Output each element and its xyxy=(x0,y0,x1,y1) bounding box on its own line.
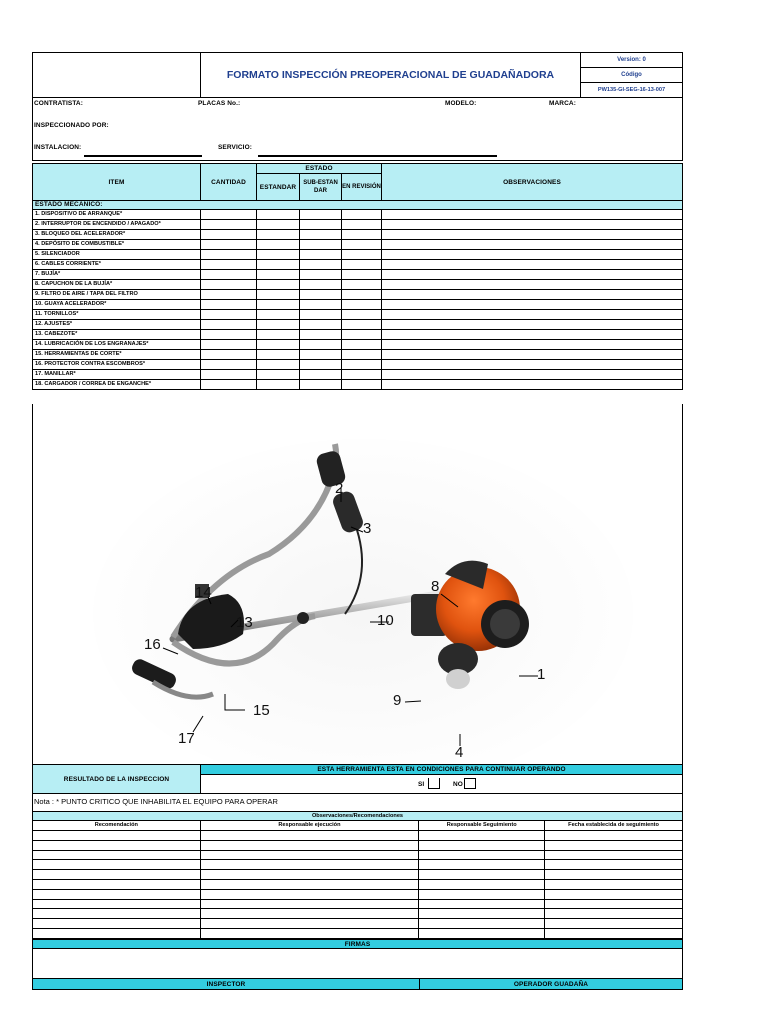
sub-estandar-cell[interactable] xyxy=(299,380,341,390)
obs-cell[interactable] xyxy=(545,840,683,850)
codigo-label: Código xyxy=(580,67,683,83)
estandar-cell[interactable] xyxy=(256,280,299,290)
checklist-row xyxy=(33,290,683,300)
cantidad-cell[interactable] xyxy=(200,370,256,380)
obs-cell[interactable] xyxy=(545,850,683,860)
cantidad-cell[interactable] xyxy=(200,280,256,290)
item-name: 2. INTERRUPTOR DE ENCENDIDO / APAGADO* xyxy=(33,220,201,230)
cantidad-cell[interactable] xyxy=(200,360,256,370)
obs-cell[interactable] xyxy=(33,870,201,880)
obs-cell[interactable] xyxy=(200,889,419,899)
sub-estandar-cell[interactable] xyxy=(299,310,341,320)
sub-estandar-cell[interactable] xyxy=(299,250,341,260)
result-banner: ESTA HERRAMIENTA ESTA EN CONDICIONES PARA CONTINUAR OPERANDO xyxy=(200,764,683,775)
obs-row xyxy=(33,909,683,919)
diagram-label-15: 15 xyxy=(253,702,270,719)
cantidad-cell[interactable] xyxy=(200,220,256,230)
revision-cell[interactable] xyxy=(341,310,381,320)
estandar-cell[interactable] xyxy=(256,310,299,320)
estandar-cell[interactable] xyxy=(256,300,299,310)
cantidad-cell[interactable] xyxy=(200,250,256,260)
sub-estandar-cell[interactable] xyxy=(299,300,341,310)
revision-cell[interactable] xyxy=(341,360,381,370)
item-name: 10. GUAYA ACELERADOR* xyxy=(33,300,201,310)
checklist-row xyxy=(33,210,683,220)
checklist-row xyxy=(33,310,683,320)
obs-row xyxy=(33,870,683,880)
col-observaciones: OBSERVACIONES xyxy=(381,163,683,201)
observaciones-cell[interactable] xyxy=(381,240,682,250)
sub-estandar-cell[interactable] xyxy=(299,330,341,340)
obs-cell[interactable] xyxy=(33,831,201,841)
diagram-label-10: 10 xyxy=(377,612,394,629)
diagram-label-2: 2 xyxy=(335,480,344,497)
estandar-cell[interactable] xyxy=(256,320,299,330)
cantidad-cell[interactable] xyxy=(200,300,256,310)
estandar-cell[interactable] xyxy=(256,360,299,370)
obs-cell[interactable] xyxy=(545,860,683,870)
obs-cell[interactable] xyxy=(545,870,683,880)
servicio-label: SERVICIO: xyxy=(218,144,253,151)
obs-cell[interactable] xyxy=(33,850,201,860)
obs-cell[interactable] xyxy=(419,879,545,889)
modelo-label: MODELO: xyxy=(445,100,477,107)
item-name: 15. HERRAMIENTAS DE CORTE* xyxy=(33,350,201,360)
revision-cell[interactable] xyxy=(341,300,381,310)
cantidad-cell[interactable] xyxy=(200,230,256,240)
obs-cell[interactable] xyxy=(200,879,419,889)
observaciones-cell[interactable] xyxy=(381,310,682,320)
estandar-cell[interactable] xyxy=(256,230,299,240)
diagram-label-13: 13 xyxy=(236,614,253,631)
sub-estandar-cell[interactable] xyxy=(299,320,341,330)
diagram-label-4: 4 xyxy=(455,744,464,761)
placas-label: PLACAS No.: xyxy=(198,100,241,107)
obs-cell[interactable] xyxy=(545,879,683,889)
estandar-cell[interactable] xyxy=(256,290,299,300)
obs-cell[interactable] xyxy=(33,879,201,889)
cantidad-cell[interactable] xyxy=(200,320,256,330)
estandar-cell[interactable] xyxy=(256,210,299,220)
obs-row xyxy=(33,860,683,870)
item-name: 11. TORNILLOS* xyxy=(33,310,201,320)
estandar-cell[interactable] xyxy=(256,330,299,340)
sub-estandar-cell[interactable] xyxy=(299,360,341,370)
result-options xyxy=(200,774,683,794)
section-estado-mecanico: ESTADO MECANICO: xyxy=(32,200,683,210)
cantidad-cell[interactable] xyxy=(200,270,256,280)
cantidad-cell[interactable] xyxy=(200,380,256,390)
obs-cell[interactable] xyxy=(419,850,545,860)
obs-row xyxy=(33,889,683,899)
sub-estandar-cell[interactable] xyxy=(299,220,341,230)
checklist-row xyxy=(33,280,683,290)
si-label: SI xyxy=(418,781,425,788)
revision-cell[interactable] xyxy=(341,380,381,390)
result-label: RESULTADO DE LA INSPECCION xyxy=(32,764,201,794)
obs-cell[interactable] xyxy=(545,919,683,929)
cantidad-cell[interactable] xyxy=(200,350,256,360)
obs-cell[interactable] xyxy=(200,831,419,841)
diagram-label-8: 8 xyxy=(431,578,440,595)
obs-table xyxy=(32,820,683,939)
obs-cell[interactable] xyxy=(200,850,419,860)
observaciones-cell[interactable] xyxy=(381,350,682,360)
cantidad-cell[interactable] xyxy=(200,240,256,250)
obs-cell[interactable] xyxy=(33,928,201,938)
obs-column-header: Responsable ejecución xyxy=(200,821,419,831)
obs-cell[interactable] xyxy=(200,870,419,880)
contratista-label: CONTRATISTA: xyxy=(34,100,83,107)
item-name: 16. PROTECTOR CONTRA ESCOMBROS* xyxy=(33,360,201,370)
sub-estandar-cell[interactable] xyxy=(299,280,341,290)
checklist-row xyxy=(33,230,683,240)
sub-estandar-cell[interactable] xyxy=(299,210,341,220)
estandar-cell[interactable] xyxy=(256,250,299,260)
marca-label: MARCA: xyxy=(549,100,576,107)
obs-cell[interactable] xyxy=(419,870,545,880)
obs-cell[interactable] xyxy=(419,831,545,841)
revision-cell[interactable] xyxy=(341,280,381,290)
obs-cell[interactable] xyxy=(33,860,201,870)
firmas-title: FIRMAS xyxy=(32,939,683,949)
checklist-row xyxy=(33,350,683,360)
sub-estandar-cell[interactable] xyxy=(299,290,341,300)
obs-row xyxy=(33,831,683,841)
observaciones-cell[interactable] xyxy=(381,210,682,220)
obs-title: Observaciones/Recomendaciones xyxy=(32,811,683,821)
inspection-form xyxy=(32,52,683,990)
cantidad-cell[interactable] xyxy=(200,260,256,270)
checklist-row xyxy=(33,370,683,380)
item-name: 18. CARGADOR / CORREA DE ENGANCHE* xyxy=(33,380,201,390)
observaciones-cell[interactable] xyxy=(381,230,682,240)
checklist-row xyxy=(33,260,683,270)
sub-estandar-cell[interactable] xyxy=(299,240,341,250)
col-estandar: ESTANDAR xyxy=(256,173,300,201)
signature-area[interactable] xyxy=(32,948,683,979)
revision-cell[interactable] xyxy=(341,320,381,330)
logo-box xyxy=(32,52,201,98)
obs-cell[interactable] xyxy=(200,928,419,938)
obs-cell[interactable] xyxy=(33,899,201,909)
obs-row xyxy=(33,919,683,929)
obs-cell[interactable] xyxy=(33,919,201,929)
item-name: 4. DEPÓSITO DE COMBUSTIBLE* xyxy=(33,240,201,250)
col-sub-estandar: SUB-ESTANDAR xyxy=(299,173,342,201)
obs-cell[interactable] xyxy=(419,909,545,919)
observaciones-cell[interactable] xyxy=(381,330,682,340)
obs-cell[interactable] xyxy=(545,889,683,899)
obs-cell[interactable] xyxy=(419,889,545,899)
diagram-label-17: 17 xyxy=(178,730,195,747)
revision-cell[interactable] xyxy=(341,210,381,220)
observaciones-cell[interactable] xyxy=(381,320,682,330)
estandar-cell[interactable] xyxy=(256,260,299,270)
estandar-cell[interactable] xyxy=(256,350,299,360)
checklist-row xyxy=(33,320,683,330)
obs-cell[interactable] xyxy=(200,899,419,909)
obs-cell[interactable] xyxy=(545,909,683,919)
observaciones-cell[interactable] xyxy=(381,360,682,370)
item-name: 7. BUJÍA* xyxy=(33,270,201,280)
version-label: Version: 0 xyxy=(580,52,683,68)
obs-cell[interactable] xyxy=(419,928,545,938)
item-name: 17. MANILLAR* xyxy=(33,370,201,380)
operador-label: OPERADOR GUADAÑA xyxy=(419,978,683,990)
col-en-revision: EN REVISIÓN xyxy=(341,173,382,201)
obs-cell[interactable] xyxy=(545,899,683,909)
checklist-row xyxy=(33,300,683,310)
no-label: NO xyxy=(453,781,463,788)
sub-estandar-cell[interactable] xyxy=(299,370,341,380)
estandar-cell[interactable] xyxy=(256,270,299,280)
obs-cell[interactable] xyxy=(419,899,545,909)
obs-cell[interactable] xyxy=(200,909,419,919)
observaciones-cell[interactable] xyxy=(381,290,682,300)
checklist-row xyxy=(33,220,683,230)
item-name: 12. AJUSTES* xyxy=(33,320,201,330)
item-name: 14. LUBRICACIÓN DE LOS ENGRANAJES* xyxy=(33,340,201,350)
item-name: 1. DISPOSITIVO DE ARRANQUE* xyxy=(33,210,201,220)
obs-cell[interactable] xyxy=(200,840,419,850)
checklist-row xyxy=(33,330,683,340)
observaciones-cell[interactable] xyxy=(381,280,682,290)
obs-cell[interactable] xyxy=(200,919,419,929)
diagram-label-1: 1 xyxy=(537,666,546,683)
sub-estandar-cell[interactable] xyxy=(299,270,341,280)
col-cantidad: CANTIDAD xyxy=(200,163,257,201)
note-text: Nota : * PUNTO CRITICO QUE INHABILITA EL EQUIPO PARA OPERAR xyxy=(34,797,278,806)
obs-cell[interactable] xyxy=(33,909,201,919)
sub-estandar-cell[interactable] xyxy=(299,260,341,270)
estandar-cell[interactable] xyxy=(256,370,299,380)
observaciones-cell[interactable] xyxy=(381,250,682,260)
obs-row xyxy=(33,840,683,850)
diagram-label-16: 16 xyxy=(144,636,161,653)
observaciones-cell[interactable] xyxy=(381,260,682,270)
checklist-row xyxy=(33,380,683,390)
obs-row xyxy=(33,928,683,938)
obs-cell[interactable] xyxy=(545,831,683,841)
servicio-field[interactable] xyxy=(258,155,497,157)
revision-cell[interactable] xyxy=(341,330,381,340)
brushcutter-illustration xyxy=(33,404,684,764)
observaciones-cell[interactable] xyxy=(381,370,682,380)
item-name: 3. BLOQUEO DEL ACELERADOR* xyxy=(33,230,201,240)
observaciones-cell[interactable] xyxy=(381,300,682,310)
diagram-label-3: 3 xyxy=(363,520,372,537)
checklist-table xyxy=(32,209,683,390)
item-name: 6. CABLES CORRIENTE* xyxy=(33,260,201,270)
estandar-cell[interactable] xyxy=(256,340,299,350)
si-checkbox[interactable] xyxy=(428,778,440,789)
diagram-area xyxy=(32,404,683,764)
form-title: FORMATO INSPECCIÓN PREOPERACIONAL DE GUADAÑADORA xyxy=(200,52,581,98)
obs-cell[interactable] xyxy=(419,840,545,850)
codigo-value: PW135-GI-SEG-16-13-007 xyxy=(580,82,683,98)
checklist-row xyxy=(33,340,683,350)
sub-estandar-cell[interactable] xyxy=(299,350,341,360)
obs-column-header: Fecha establecida de seguimiento xyxy=(545,821,683,831)
inspeccionado-label: INSPECCIONADO POR: xyxy=(34,122,109,129)
obs-header-row xyxy=(33,821,683,831)
item-name: 5. SILENCIADOR xyxy=(33,250,201,260)
revision-cell[interactable] xyxy=(341,250,381,260)
cantidad-cell[interactable] xyxy=(200,210,256,220)
obs-row xyxy=(33,899,683,909)
revision-cell[interactable] xyxy=(341,290,381,300)
no-checkbox[interactable] xyxy=(464,778,476,789)
item-name: 8. CAPUCHON DE LA BUJÍA* xyxy=(33,280,201,290)
item-name: 13. CABEZOTE* xyxy=(33,330,201,340)
obs-row xyxy=(33,879,683,889)
obs-cell[interactable] xyxy=(545,928,683,938)
obs-column-header: Responsable Seguimiento xyxy=(419,821,545,831)
cantidad-cell[interactable] xyxy=(200,330,256,340)
revision-cell[interactable] xyxy=(341,260,381,270)
estandar-cell[interactable] xyxy=(256,380,299,390)
item-name: 9. FILTRO DE AIRE / TAPA DEL FILTRO xyxy=(33,290,201,300)
sub-estandar-cell[interactable] xyxy=(299,340,341,350)
col-item: ITEM xyxy=(32,163,201,201)
checklist-row xyxy=(33,240,683,250)
estandar-cell[interactable] xyxy=(256,240,299,250)
cantidad-cell[interactable] xyxy=(200,340,256,350)
obs-cell[interactable] xyxy=(33,889,201,899)
obs-cell[interactable] xyxy=(419,860,545,870)
revision-cell[interactable] xyxy=(341,230,381,240)
checklist-row xyxy=(33,250,683,260)
observaciones-cell[interactable] xyxy=(381,340,682,350)
observaciones-cell[interactable] xyxy=(381,270,682,280)
revision-cell[interactable] xyxy=(341,270,381,280)
cantidad-cell[interactable] xyxy=(200,290,256,300)
obs-cell[interactable] xyxy=(33,840,201,850)
obs-cell[interactable] xyxy=(200,860,419,870)
checklist-row xyxy=(33,270,683,280)
observaciones-cell[interactable] xyxy=(381,380,682,390)
observaciones-cell[interactable] xyxy=(381,220,682,230)
obs-cell[interactable] xyxy=(419,919,545,929)
revision-cell[interactable] xyxy=(341,350,381,360)
cantidad-cell[interactable] xyxy=(200,310,256,320)
info-section xyxy=(32,97,683,161)
col-estado: ESTADO xyxy=(256,163,382,174)
revision-cell[interactable] xyxy=(341,220,381,230)
instalacion-label: INSTALACION: xyxy=(34,144,82,151)
obs-row xyxy=(33,850,683,860)
inspector-label: INSPECTOR xyxy=(32,978,420,990)
checklist-row xyxy=(33,360,683,370)
revision-cell[interactable] xyxy=(341,340,381,350)
instalacion-field[interactable] xyxy=(84,155,202,157)
estandar-cell[interactable] xyxy=(256,220,299,230)
revision-cell[interactable] xyxy=(341,240,381,250)
revision-cell[interactable] xyxy=(341,370,381,380)
obs-column-header: Recomendación xyxy=(33,821,201,831)
sub-estandar-cell[interactable] xyxy=(299,230,341,240)
diagram-label-14: 14 xyxy=(195,584,212,601)
diagram-label-9: 9 xyxy=(393,692,402,709)
